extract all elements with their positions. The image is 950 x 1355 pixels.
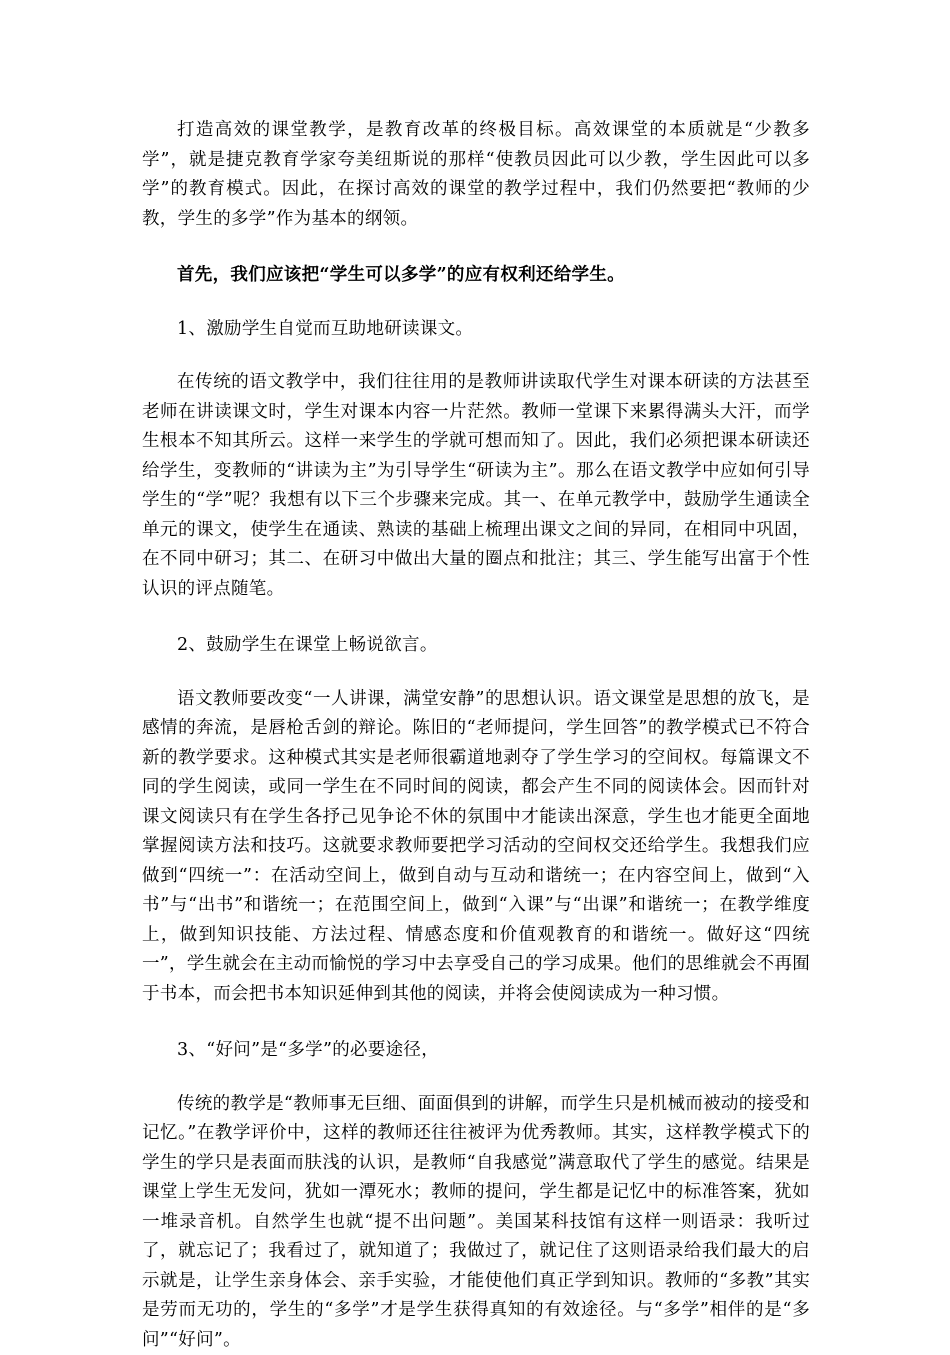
spacer: [142, 1066, 810, 1090]
intro-paragraph: 打造高效的课堂教学，是教育改革的终极目标。高效课堂的本质就是“少教多学”，就是捷克教育学家夸美纽斯说的那样“使教员因此可以少教，学生因此可以多学”的教育模式。因此，在探讨高效的课堂的教学过程中，我们仍然要把“教师的少教，学生的多学”作为基本的纲领。: [142, 116, 810, 234]
subsection-body-2: 语文教师要改变“一人讲课，满堂安静”的思想认识。语文课堂是思想的放飞，是感情的奔流，是唇枪舌剑的辩论。陈旧的“老师提问，学生回答”的教学模式已不符合新的教学要求。这种模式其实是老师很霸道地剥夺了学生学习的空间权。每篇课文不同的学生阅读，或同一学生在不同时间的阅读，都会产生不同的阅读体会。因而针对课文阅读只有在学生各抒己见争论不休的氛围中才能读出深意，学生也才能更全面地掌握阅读方法和技巧。这就要求教师要把学习活动的空间权交还给学生。我想我们应做到“四统一”：在活动空间上，做到自动与互动和谐统一；在内容空间上，做到“入书”与“出书”和谐统一；在范围空间上，做到“入课”与“出课”和谐统一；在教学维度上，做到知识技能、方法过程、情感态度和价值观教育的和谐统一。做好这“四统一”，学生就会在主动而愉悦的学习中去享受自己的学习成果。他们的思维就会不再囿于书本，而会把书本知识延伸到其他的阅读，并将会使阅读成为一种习惯。: [142, 685, 810, 1010]
section-heading: 首先，我们应该把“学生可以多学”的应有权利还给学生。: [142, 261, 810, 291]
subsection-title-2: 2、鼓励学生在课堂上畅说欲言。: [142, 631, 810, 661]
document-page: [142, 116, 810, 1355]
spacer: [142, 604, 810, 631]
subsection-body-3: 传统的教学是“教师事无巨细、面面俱到的讲解，而学生只是机械而被动的接受和记忆。”在教学评价中，这样的教师还往往被评为优秀教师。其实，这样教学模式下的学生的学只是表面而肤浅的认识，是教师“自我感觉”满意取代了学生的感觉。结果是课堂上学生无发问，犹如一潭死水；教师的提问，学生都是记忆中的标准答案，犹如一堆录音机。自然学生也就“提不出问题”。美国某科技馆有这样一则语录：我听过了，就忘记了；我看过了，就知道了；我做过了，就记住了这则语录给我们最大的启示就是，让学生亲身体会、亲手实验，才能使他们真正学到知识。教师的“多教”其实是劳而无功的，学生的“多学”才是学生获得真知的有效途径。与“多学”相伴的是“多问”“好问”。: [142, 1090, 810, 1355]
spacer: [142, 344, 810, 368]
spacer: [142, 234, 810, 261]
subsection-body-1: 在传统的语文教学中，我们往往用的是教师讲读取代学生对课本研读的方法甚至老师在讲读课文时，学生对课本内容一片茫然。教师一堂课下来累得满头大汗，而学生根本不知其所云。这样一来学生的学就可想而知了。因此，我们必须把课本研读还给学生，变教师的“讲读为主”为引导学生“研读为主”。那么在语文教学中应如何引导学生的“学”呢？我想有以下三个步骤来完成。其一、在单元教学中，鼓励学生通读全单元的课文，使学生在通读、熟读的基础上梳理出课文之间的异同，在相同中巩固，在不同中研习；其二、在研习中做出大量的圈点和批注；其三、学生能写出富于个性认识的评点随笔。: [142, 368, 810, 604]
subsection-title-1: 1、激励学生自觉而互助地研读课文。: [142, 315, 810, 345]
spacer: [142, 291, 810, 315]
spacer: [142, 1009, 810, 1036]
subsection-title-3: 3、“好问”是“多学”的必要途径，: [142, 1036, 810, 1066]
spacer: [142, 661, 810, 685]
